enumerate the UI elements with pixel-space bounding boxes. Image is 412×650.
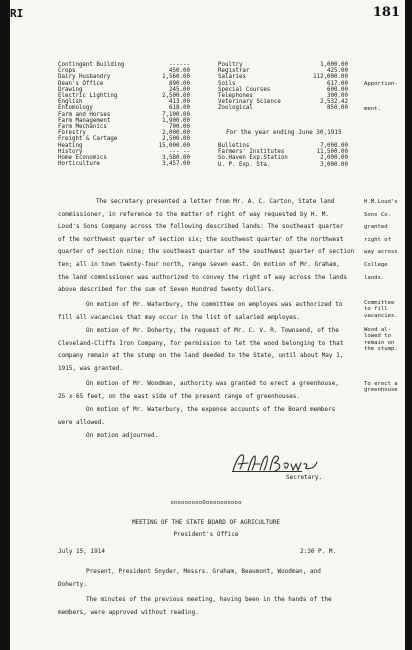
appropriation-label: Poultry [218, 62, 243, 68]
appropriation-label: Forestry [58, 130, 86, 137]
appropriation-label: Farmers' Institutes [218, 149, 285, 156]
left-scan-border [0, 0, 10, 650]
appropriation-amount: 850.00 [327, 105, 348, 112]
appropriation-amount: 1,000.00 [320, 62, 348, 68]
appropriation-label: Horticulture [58, 161, 100, 168]
appropriation-label: Soils [218, 80, 236, 87]
appropriation-row [58, 161, 190, 167]
appropriation-label: Home Economics [58, 155, 107, 162]
appropriation-row [218, 105, 348, 111]
appropriation-amount: 2,500.00 [162, 93, 190, 100]
appropriation-amount: 112,000.00 [313, 74, 348, 81]
appropriations-1915-table [218, 143, 348, 168]
appropriations-right-table [218, 62, 348, 112]
appropriation-amount: 11,500.00 [316, 149, 348, 156]
paragraph-carton: The secretary presented a letter from Mr. A. C. Carton, State land commissioner, in reference to the matter of right of way requested by H. M. Loud's Sons Company across the following described lands: The southeast quarter of the northwest quarter of section six; the southwest quarter of the northwest quarter of section nine; the southeast quarter of the southwest quarter of section ten; all in town twenty-four north, range seven east. On motion of Mr. Graham, the land commissioner was authorized to convey the right of way across the lands above described for the sum of Seven Hundred twenty dollars. [58, 198, 355, 294]
meeting-title: MEETING OF THE STATE BOARD OF AGRICULTURE [131, 519, 281, 526]
paragraph-waterbury-expenses: On motion of Mr. Waterbury, the expense accounts of the Board members were allowed. [58, 406, 336, 426]
appropriation-label: Farm Management [58, 117, 111, 124]
paragraph-present: Present, President Snyder, Messrs. Graham, Beaumont, Woodman, and Doherty. [58, 568, 321, 588]
appropriation-amount: 7,000.00 [320, 143, 348, 149]
appropriation-label: Electric Lighting [58, 93, 118, 100]
appropriation-label: Salaries [218, 74, 246, 81]
appropriation-amount: 700.00 [169, 124, 190, 131]
appropriation-amount: 300.00 [327, 93, 348, 100]
appropriation-amount: 3,000.00 [320, 161, 348, 168]
secretary-label: Secretary. [286, 474, 323, 481]
margin-note-apportionment: Apportion- ment. [364, 81, 398, 113]
appropriation-label: Farm and Horses [58, 111, 111, 118]
appropriation-label: U. P. Exp. Sta. [218, 161, 271, 168]
paragraph-woodman: On motion of Mr. Woodman, authority was granted to erect a greenhouse, 25 x 65 feet, on the east side of the present range of greenhouses. [58, 380, 339, 400]
appropriation-label: Entomology [58, 105, 93, 112]
appropriation-amount: 618.00 [169, 105, 190, 112]
appropriation-label: Telephones [218, 93, 253, 100]
signature-line [232, 471, 302, 472]
appropriation-label: English [58, 99, 83, 106]
appropriation-amount: 600.00 [327, 86, 348, 93]
appropriation-amount: 413.00 [169, 99, 190, 106]
appropriation-label: Veterinary Science [218, 99, 281, 106]
appropriation-label: Contingent Building [58, 62, 125, 68]
left-page-mark: RI [10, 7, 24, 20]
appropriation-label: Dairy Husbandry [58, 74, 111, 81]
appropriation-label: Bulletins [218, 143, 250, 149]
margin-note-wood: Wood al- lowed to remain on the stump. [364, 327, 398, 352]
paragraph-minutes: The minutes of the previous meeting, having been in the hands of the members, were approved without reading. [58, 596, 332, 616]
page-number: 181 [372, 5, 400, 20]
margin-note-committee: Committee to fill vacancies. [364, 300, 398, 319]
paragraph-doherty: On motion of Mr. Doherty, the request of Mr. C. V. R. Townsend, of the Cleveland-Cliffs Iron Company, for permission to let the wood belonging to that company remain at the stump on the land deeded to the State, until about May 1, 1915, was granted. [58, 327, 344, 372]
margin-note-loud: H.M.Loud's Sons Co. granted right of way across College lands. [364, 199, 398, 281]
appropriation-amount: 450.00 [169, 68, 190, 75]
appropriation-label: History [58, 148, 83, 155]
appropriation-row [218, 162, 348, 168]
appropriation-label: So.Haven Exp.Station [218, 155, 288, 162]
paragraph-waterbury-vacancies: On motion of Mr. Waterbury, the committee on employes was authorized to fill all vacancies that may occur in the list of salaried employes. [58, 301, 343, 321]
meeting-date: July 15, 1914 [58, 548, 105, 555]
appropriation-amount: 3,580.00 [162, 155, 190, 162]
appropriation-amount: 2,000.00 [320, 155, 348, 162]
appropriation-label: Crops [58, 68, 76, 75]
appropriation-amount: --- -- [169, 148, 190, 155]
appropriation-label: Freight & Cartage [58, 136, 118, 143]
appropriation-amount: 3,457.00 [162, 161, 190, 168]
appropriation-label: Drawing [58, 86, 83, 93]
appropriation-amount: 1,560.00 [162, 74, 190, 81]
appropriation-label: Zoological [218, 105, 253, 112]
appropriation-amount: 425.00 [327, 68, 348, 75]
appropriation-amount: 617.00 [327, 80, 348, 87]
appropriation-amount: 890.00 [169, 80, 190, 87]
meeting-time: 2:30 P. M. [300, 548, 337, 555]
year-heading: For the year ending June 30,1915 [226, 129, 342, 136]
appropriation-label: Registrar [218, 68, 250, 75]
appropriation-amount: 2,500.00 [162, 136, 190, 143]
meeting-location: President's Office [173, 531, 239, 538]
margin-note-greenhouse: To erect a greenhouse [364, 381, 398, 394]
appropriation-label: Dean's Office [58, 80, 104, 87]
appropriation-amount: 15,000.00 [158, 142, 190, 149]
section-divider: oooooooooOoooooooooo [170, 500, 242, 506]
appropriation-amount: 2,000.00 [162, 130, 190, 137]
paragraph-adjourned: On motion adjourned. [86, 432, 159, 439]
appropriation-label: Special Courses [218, 86, 271, 93]
appropriation-amount: ------ [169, 62, 190, 68]
appropriation-label: Farm Mechanics [58, 124, 107, 131]
appropriation-amount: 1,900.00 [162, 117, 190, 124]
appropriations-left-table [58, 62, 190, 167]
appropriation-label: Heating [58, 142, 83, 149]
appropriation-amount: 2,532.42 [320, 99, 348, 106]
appropriation-amount: 245.00 [169, 86, 190, 93]
appropriation-amount: 7,100.00 [162, 111, 190, 118]
